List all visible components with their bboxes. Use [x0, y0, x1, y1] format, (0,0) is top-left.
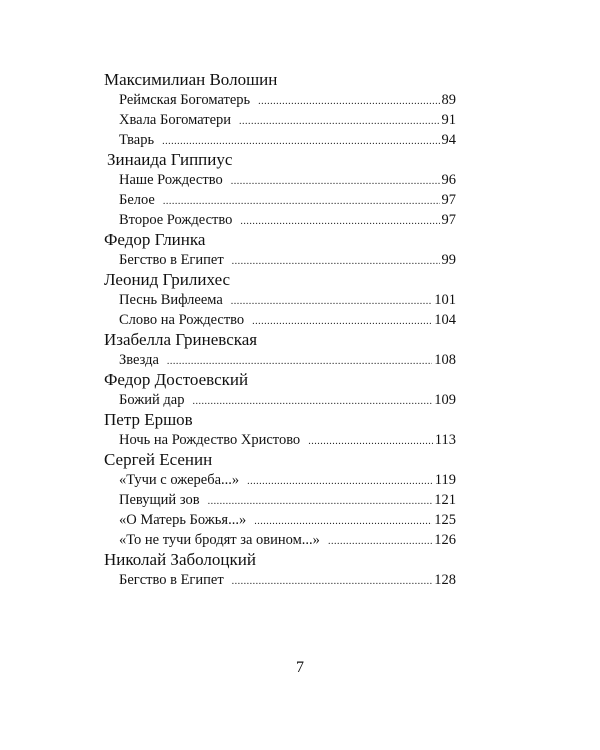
dot-leader: [192, 392, 432, 412]
dot-leader: [254, 512, 432, 532]
author-name: Максимилиан Волошин: [104, 70, 278, 89]
toc-entry[interactable]: [104, 470, 456, 490]
entry-page-number: 126: [434, 532, 456, 548]
toc-entry[interactable]: [104, 250, 456, 270]
dot-leader: [252, 312, 432, 332]
entry-title: Слово на Рождество: [119, 312, 245, 328]
entry-page-number: 119: [434, 472, 456, 488]
author-name: Николай Заболоцкий: [104, 550, 256, 569]
entry-page-number: 121: [434, 492, 456, 508]
dot-leader: [239, 112, 439, 132]
entry-page-number: 99: [441, 252, 456, 268]
author-name: Федор Глинка: [104, 230, 206, 249]
entry-title: Реймская Богоматерь: [119, 92, 251, 108]
author-name: Леонид Грилихес: [104, 270, 231, 289]
toc-entry[interactable]: [104, 570, 456, 590]
entry-page-number: 101: [434, 292, 456, 308]
dot-leader: [258, 92, 439, 112]
toc-entry[interactable]: [104, 170, 456, 190]
author-name: Петр Ершов: [104, 410, 193, 429]
toc-entry[interactable]: [104, 350, 456, 370]
dot-leader: [208, 492, 433, 512]
entry-title: Певущий зов: [119, 492, 200, 508]
dot-leader: [167, 352, 432, 372]
entry-title: «О Матерь Божья...»: [119, 512, 247, 528]
entry-page-number: 97: [441, 192, 456, 208]
dot-leader: [232, 252, 440, 272]
author-name: Федор Достоевский: [104, 370, 249, 389]
dot-leader: [162, 132, 439, 152]
toc-entry[interactable]: [104, 210, 456, 230]
toc-entry[interactable]: [104, 110, 456, 130]
entry-title: Второе Рождество: [119, 212, 233, 228]
entry-title: Бегство в Египет: [119, 252, 224, 268]
toc-entry[interactable]: [104, 290, 456, 310]
entry-page-number: 94: [441, 132, 456, 148]
entry-page-number: 128: [434, 572, 456, 588]
entry-title: Белое: [119, 192, 155, 208]
toc-entry[interactable]: [104, 130, 456, 150]
table-of-contents: [104, 70, 456, 590]
toc-entry[interactable]: [104, 310, 456, 330]
entry-title: Песнь Вифлеема: [119, 292, 223, 308]
entry-title: «Тучи с ожереба...»: [119, 472, 240, 488]
dot-leader: [247, 472, 433, 492]
toc-entry[interactable]: [104, 510, 456, 530]
toc-entry[interactable]: [104, 490, 456, 510]
author-name: Зинаида Гиппиус: [107, 150, 233, 169]
author-name: Изабелла Гриневская: [104, 330, 258, 349]
dot-leader: [328, 532, 432, 552]
toc-entry[interactable]: [104, 190, 456, 210]
dot-leader: [231, 292, 432, 312]
entry-title: «То не тучи бродят за овином...»: [119, 532, 320, 548]
dot-leader: [240, 212, 439, 232]
entry-page-number: 96: [441, 172, 456, 188]
entry-page-number: 109: [434, 392, 456, 408]
toc-entry[interactable]: [104, 390, 456, 410]
entry-page-number: 104: [434, 312, 456, 328]
entry-title: Звезда: [119, 352, 159, 368]
entry-title: Божий дар: [119, 392, 185, 408]
toc-entry[interactable]: [104, 90, 456, 110]
entry-page-number: 91: [441, 112, 456, 128]
page-number: 7: [296, 659, 304, 676]
dot-leader: [308, 432, 433, 452]
entry-page-number: 108: [434, 352, 456, 368]
toc-entry[interactable]: [104, 430, 456, 450]
toc-entry[interactable]: [104, 530, 456, 550]
entry-page-number: 89: [441, 92, 456, 108]
entry-title: Хвала Богоматери: [119, 112, 232, 128]
entry-title: Ночь на Рождество Христово: [119, 432, 301, 448]
dot-leader: [231, 172, 440, 192]
entry-title: Бегство в Египет: [119, 572, 224, 588]
dot-leader: [163, 192, 440, 212]
entry-page-number: 97: [441, 212, 456, 228]
entry-page-number: 125: [434, 512, 456, 528]
dot-leader: [232, 572, 433, 592]
author-name: Сергей Есенин: [104, 450, 213, 469]
entry-title: Наше Рождество: [119, 172, 223, 188]
entry-page-number: 113: [434, 432, 456, 448]
entry-title: Тварь: [119, 132, 155, 148]
